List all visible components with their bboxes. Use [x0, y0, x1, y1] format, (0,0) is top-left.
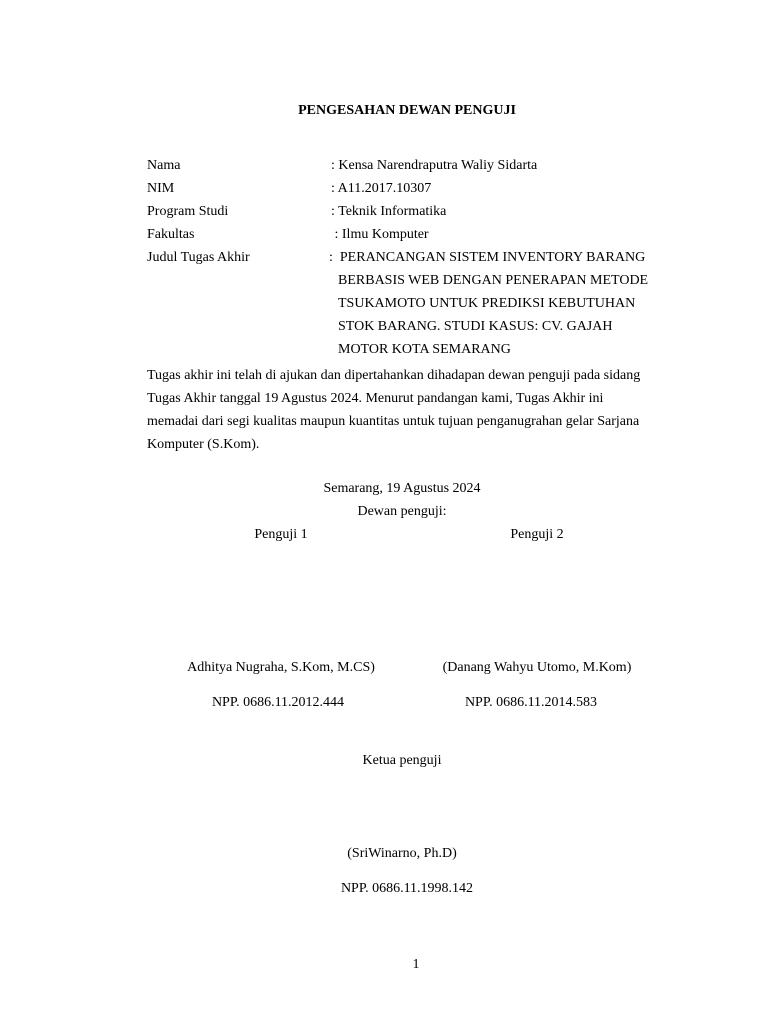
- chair-npp: NPP. 0686.11.1998.142: [340, 881, 474, 896]
- field-value-judul: : PERANCANGAN SISTEM INVENTORY BARANG: [329, 250, 646, 265]
- examiner-2-heading: Penguji 2: [510, 527, 564, 542]
- field-value-program-studi: : Teknik Informatika: [331, 204, 447, 219]
- chair-heading: Ketua penguji: [362, 753, 442, 768]
- examiner-1-name: Adhitya Nugraha, S.Kom, M.CS): [187, 660, 375, 675]
- board-label: Dewan penguji:: [357, 504, 447, 519]
- judul-line-4: STOK BARANG. STUDI KASUS: CV. GAJAH: [338, 319, 613, 334]
- judul-line-2: BERBASIS WEB DENGAN PENERAPAN METODE: [338, 273, 649, 288]
- examiner-2-npp: NPP. 0686.11.2014.583: [464, 695, 598, 710]
- field-label-nim: NIM: [147, 181, 175, 196]
- chair-name: (SriWinarno, Ph.D): [347, 846, 457, 861]
- field-value-nim: : A11.2017.10307: [331, 181, 432, 196]
- page-number: 1: [412, 957, 420, 972]
- field-label-nama: Nama: [147, 158, 181, 173]
- approval-paragraph: Tugas akhir ini telah di ajukan dan dipertahankan dihadapan dewan penguji pada sidang Tugas Akhir tanggal 19 Agustus 2024. Menurut pandangan kami, Tugas Akhir ini memadai dari segi kualitas maupun kuantitas untuk tujuan penganugrahan gelar Sarjana Komputer (S.Kom).: [147, 368, 641, 452]
- field-label-program-studi: Program Studi: [147, 204, 229, 219]
- field-value-nama: : Kensa Narendraputra Waliy Sidarta: [331, 158, 538, 173]
- examiner-1-heading: Penguji 1: [254, 527, 308, 542]
- page-title: PENGESAHAN DEWAN PENGUJI: [298, 103, 516, 118]
- field-value-fakultas: : Ilmu Komputer: [331, 227, 429, 242]
- field-label-fakultas: Fakultas: [147, 227, 195, 242]
- place-date: Semarang, 19 Agustus 2024: [323, 481, 481, 496]
- examiner-2-name: (Danang Wahyu Utomo, M.Kom): [442, 660, 632, 675]
- field-label-judul: Judul Tugas Akhir: [147, 250, 250, 265]
- examiner-1-npp: NPP. 0686.11.2012.444: [211, 695, 345, 710]
- judul-line-3: TSUKAMOTO UNTUK PREDIKSI KEBUTUHAN: [338, 296, 636, 311]
- judul-line-5: MOTOR KOTA SEMARANG: [338, 342, 511, 357]
